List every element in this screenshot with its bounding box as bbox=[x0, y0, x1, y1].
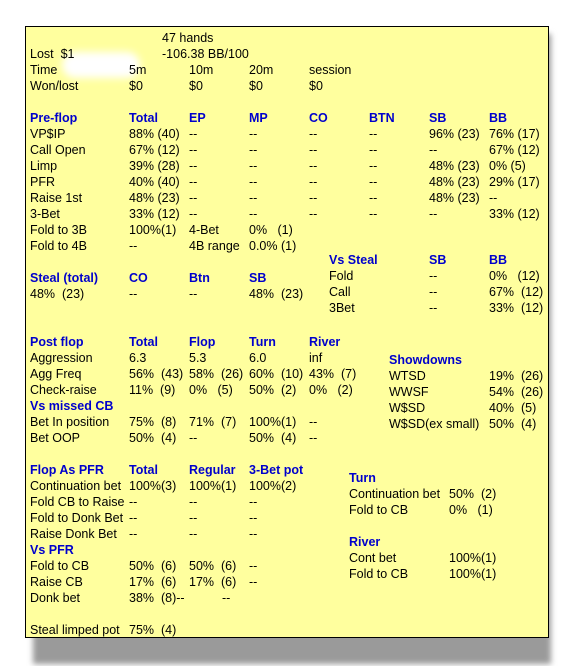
flop-pfr-row-label: Raise Donk Bet bbox=[30, 527, 117, 541]
steal-total-value: 48% (23) bbox=[30, 287, 85, 301]
vs-pfr-header: Vs PFR bbox=[30, 543, 74, 557]
vs-pfr-cell: -- bbox=[249, 575, 258, 589]
preflop-cell: 48% (23) bbox=[429, 191, 480, 205]
vs-steal-cell: 0% (12) bbox=[489, 269, 540, 283]
vs-pfr-row-label: Fold to CB bbox=[30, 559, 90, 573]
flop-pfr-cell: -- bbox=[189, 511, 198, 525]
preflop-cell: -- bbox=[249, 207, 258, 221]
preflop-cell: -- bbox=[309, 127, 318, 141]
wonlost-10m: $0 bbox=[189, 79, 203, 93]
wonlost-20m: $0 bbox=[249, 79, 263, 93]
flop-pfr-row-label: Fold to Donk Bet bbox=[30, 511, 124, 525]
preflop-cell: 88% (40) bbox=[129, 127, 180, 141]
lost-label: Lost $1 bbox=[30, 47, 75, 61]
preflop-col-total: Total bbox=[129, 111, 158, 125]
steal-co-value: -- bbox=[129, 287, 138, 301]
time-col-10m: 10m bbox=[189, 63, 214, 77]
preflop-cell: -- bbox=[189, 191, 198, 205]
preflop-cell: -- bbox=[369, 127, 378, 141]
vs-steal-row-label: Fold bbox=[329, 269, 354, 283]
vs-pfr-cell: -- bbox=[249, 559, 258, 573]
preflop-cell: -- bbox=[369, 207, 378, 221]
flop-pfr-col-3bet-pot: 3-Bet pot bbox=[249, 463, 304, 477]
preflop-cell: -- bbox=[309, 191, 318, 205]
postflop-row-label: Aggression bbox=[30, 351, 93, 365]
fold-to-3b-label: Fold to 3B bbox=[30, 223, 87, 237]
river-row-label: Cont bet bbox=[349, 551, 397, 565]
flop-pfr-cell: -- bbox=[249, 495, 258, 509]
postflop-col-total: Total bbox=[129, 335, 158, 349]
preflop-row-label: PFR bbox=[30, 175, 55, 189]
time-label: Time bbox=[30, 63, 58, 77]
postflop-cell: 50% (2) bbox=[249, 383, 297, 397]
preflop-cell: -- bbox=[309, 207, 318, 221]
postflop-row-label: Check-raise bbox=[30, 383, 97, 397]
time-col-5m: 5m bbox=[129, 63, 147, 77]
preflop-cell: 76% (17) bbox=[489, 127, 540, 141]
preflop-cell: -- bbox=[309, 175, 318, 189]
preflop-row-label: 3-Bet bbox=[30, 207, 60, 221]
postflop-cell: inf bbox=[309, 351, 323, 365]
preflop-cell: 48% (23) bbox=[429, 159, 480, 173]
flop-pfr-cell: -- bbox=[189, 527, 198, 541]
preflop-cell: 48% (23) bbox=[129, 191, 180, 205]
missed-cb-cell: 100%(1) bbox=[249, 415, 297, 429]
missed-cb-row-label: Bet OOP bbox=[30, 431, 81, 445]
flop-pfr-cell: -- bbox=[249, 527, 258, 541]
river-row-value: 100%(1) bbox=[449, 551, 497, 565]
flop-pfr-header: Flop As PFR bbox=[30, 463, 104, 477]
postflop-col-river: River bbox=[309, 335, 341, 349]
preflop-cell: -- bbox=[189, 175, 198, 189]
showdown-value: 54% (26) bbox=[489, 385, 544, 399]
steal-limped-value: 75% (4) bbox=[129, 623, 177, 637]
preflop-col-mp: MP bbox=[249, 111, 268, 125]
vs-missed-cb-header: Vs missed CB bbox=[30, 399, 114, 413]
flop-pfr-cell: -- bbox=[249, 511, 258, 525]
preflop-cell: -- bbox=[249, 191, 258, 205]
vs-pfr-row-label: Donk bet bbox=[30, 591, 81, 605]
four-bet-range-value: 0.0% (1) bbox=[249, 239, 297, 253]
vs-pfr-cell: -- bbox=[222, 591, 231, 605]
preflop-col-co: CO bbox=[309, 111, 328, 125]
showdown-label: WWSF bbox=[389, 385, 429, 399]
vs-steal-header: Vs Steal bbox=[329, 253, 378, 267]
wonlost-session: $0 bbox=[309, 79, 323, 93]
preflop-cell: 29% (17) bbox=[489, 175, 540, 189]
hud-stats-panel bbox=[25, 26, 549, 638]
vs-pfr-cell: 50% (6) bbox=[129, 559, 177, 573]
postflop-cell: 6.3 bbox=[129, 351, 147, 365]
fold-to-3b-value: 100%(1) bbox=[129, 223, 177, 237]
vs-pfr-row-label: Raise CB bbox=[30, 575, 83, 589]
missed-cb-cell: 50% (4) bbox=[129, 431, 177, 445]
flop-pfr-row-label: Fold CB to Raise bbox=[30, 495, 125, 509]
preflop-cell: -- bbox=[429, 143, 438, 157]
flop-pfr-cell: 100%(3) bbox=[129, 479, 177, 493]
preflop-cell: -- bbox=[309, 159, 318, 173]
hands-count: 47 hands bbox=[162, 31, 214, 45]
missed-cb-cell: 71% (7) bbox=[189, 415, 237, 429]
preflop-cell: -- bbox=[369, 143, 378, 157]
missed-cb-cell: -- bbox=[309, 431, 318, 445]
postflop-row-label: Agg Freq bbox=[30, 367, 82, 381]
missed-cb-cell: 50% (4) bbox=[249, 431, 297, 445]
missed-cb-row-label: Bet In position bbox=[30, 415, 110, 429]
time-col-session: session bbox=[309, 63, 352, 77]
postflop-header: Post flop bbox=[30, 335, 84, 349]
preflop-cell: 33% (12) bbox=[489, 207, 540, 221]
steal-limped-label: Steal limped pot bbox=[30, 623, 120, 637]
showdown-value: 50% (4) bbox=[489, 417, 537, 431]
postflop-cell: 0% (2) bbox=[309, 383, 353, 397]
postflop-cell: 11% (9) bbox=[129, 383, 176, 397]
flop-pfr-cell: 100%(1) bbox=[189, 479, 237, 493]
preflop-cell: -- bbox=[489, 191, 498, 205]
vs-pfr-cell: 17% (6) bbox=[189, 575, 237, 589]
postflop-cell: 6.0 bbox=[249, 351, 267, 365]
steal-sb-value: 48% (23) bbox=[249, 287, 304, 301]
preflop-cell: 40% (40) bbox=[129, 175, 180, 189]
wonlost-5m: $0 bbox=[129, 79, 143, 93]
postflop-cell: 0% (5) bbox=[189, 383, 233, 397]
vs-steal-cell: -- bbox=[429, 285, 438, 299]
preflop-cell: -- bbox=[309, 143, 318, 157]
preflop-cell: -- bbox=[249, 143, 258, 157]
showdown-label: WTSD bbox=[389, 369, 426, 383]
showdown-value: 19% (26) bbox=[489, 369, 544, 383]
steal-col-btn: Btn bbox=[189, 271, 210, 285]
postflop-col-turn: Turn bbox=[249, 335, 276, 349]
preflop-cell: 48% (23) bbox=[429, 175, 480, 189]
postflop-cell: 43% (7) bbox=[309, 367, 357, 381]
preflop-col-ep: EP bbox=[189, 111, 206, 125]
missed-cb-cell: -- bbox=[309, 415, 318, 429]
four-bet-label: 4-Bet bbox=[189, 223, 219, 237]
showdown-value: 40% (5) bbox=[489, 401, 537, 415]
preflop-row-label: VP$IP bbox=[30, 127, 66, 141]
turn-row-value: 0% (1) bbox=[449, 503, 493, 517]
preflop-cell: 67% (12) bbox=[129, 143, 180, 157]
preflop-cell: -- bbox=[369, 191, 378, 205]
flop-pfr-cell: -- bbox=[129, 495, 138, 509]
vs-steal-cell: -- bbox=[429, 301, 438, 315]
preflop-cell: 39% (28) bbox=[129, 159, 180, 173]
flop-pfr-cell: -- bbox=[129, 527, 138, 541]
preflop-cell: -- bbox=[249, 127, 258, 141]
vs-steal-cell: -- bbox=[429, 269, 438, 283]
vs-steal-cell: 33% (12) bbox=[489, 301, 544, 315]
wonlost-label: Won/lost bbox=[30, 79, 79, 93]
time-col-20m: 20m bbox=[249, 63, 274, 77]
flop-pfr-col-total: Total bbox=[129, 463, 158, 477]
vs-steal-row-label: 3Bet bbox=[329, 301, 355, 315]
lost-value: -106.38 BB/100 bbox=[162, 47, 249, 61]
postflop-cell: 60% (10) bbox=[249, 367, 304, 381]
preflop-cell: -- bbox=[249, 159, 258, 173]
preflop-row-label: Raise 1st bbox=[30, 191, 83, 205]
turn-row-value: 50% (2) bbox=[449, 487, 497, 501]
postflop-cell: 5.3 bbox=[189, 351, 207, 365]
preflop-header: Pre-flop bbox=[30, 111, 78, 125]
turn-row-label: Fold to CB bbox=[349, 503, 409, 517]
preflop-cell: -- bbox=[189, 143, 198, 157]
showdown-label: W$SD(ex small) bbox=[389, 417, 480, 431]
vs-steal-cell: 67% (12) bbox=[489, 285, 544, 299]
preflop-col-bb: BB bbox=[489, 111, 508, 125]
river-row-value: 100%(1) bbox=[449, 567, 497, 581]
preflop-cell: 96% (23) bbox=[429, 127, 480, 141]
vs-pfr-cell: 17% (6) bbox=[129, 575, 177, 589]
river-header: River bbox=[349, 535, 381, 549]
preflop-col-sb: SB bbox=[429, 111, 447, 125]
preflop-cell: 67% (12) bbox=[489, 143, 540, 157]
missed-cb-cell: -- bbox=[189, 431, 198, 445]
fold-to-4b-value: -- bbox=[129, 239, 138, 253]
flop-pfr-cell: -- bbox=[189, 495, 198, 509]
vs-pfr-cell: 50% (6) bbox=[189, 559, 237, 573]
vs-steal-col-sb: SB bbox=[429, 253, 447, 267]
steal-col-co: CO bbox=[129, 271, 148, 285]
four-bet-range-label: 4B range bbox=[189, 239, 240, 253]
preflop-cell: -- bbox=[249, 175, 258, 189]
preflop-cell: -- bbox=[369, 159, 378, 173]
postflop-cell: 56% (43) bbox=[129, 367, 184, 381]
flop-pfr-cell: -- bbox=[129, 511, 138, 525]
steal-header: Steal (total) bbox=[30, 271, 99, 285]
flop-pfr-row-label: Continuation bet bbox=[30, 479, 122, 493]
preflop-col-btn: BTN bbox=[369, 111, 395, 125]
flop-pfr-col-regular: Regular bbox=[189, 463, 236, 477]
vs-pfr-cell: 38% (8)-- bbox=[129, 591, 185, 605]
preflop-row-label: Limp bbox=[30, 159, 58, 173]
preflop-cell: -- bbox=[189, 207, 198, 221]
preflop-cell: 0% (5) bbox=[489, 159, 526, 173]
preflop-cell: -- bbox=[189, 127, 198, 141]
postflop-cell: 58% (26) bbox=[189, 367, 244, 381]
missed-cb-cell: 75% (8) bbox=[129, 415, 177, 429]
flop-pfr-cell: 100%(2) bbox=[249, 479, 297, 493]
showdowns-header: Showdowns bbox=[389, 353, 462, 367]
postflop-col-flop: Flop bbox=[189, 335, 216, 349]
preflop-cell: -- bbox=[429, 207, 438, 221]
four-bet-value: 0% (1) bbox=[249, 223, 293, 237]
river-row-label: Fold to CB bbox=[349, 567, 409, 581]
vs-steal-row-label: Call bbox=[329, 285, 351, 299]
vs-steal-col-bb: BB bbox=[489, 253, 508, 267]
showdown-label: W$SD bbox=[389, 401, 426, 415]
turn-row-label: Continuation bet bbox=[349, 487, 441, 501]
preflop-cell: -- bbox=[369, 175, 378, 189]
preflop-cell: -- bbox=[189, 159, 198, 173]
fold-to-4b-label: Fold to 4B bbox=[30, 239, 87, 253]
steal-btn-value: -- bbox=[189, 287, 198, 301]
steal-col-sb: SB bbox=[249, 271, 267, 285]
preflop-cell: 33% (12) bbox=[129, 207, 180, 221]
preflop-row-label: Call Open bbox=[30, 143, 86, 157]
turn-header: Turn bbox=[349, 471, 376, 485]
